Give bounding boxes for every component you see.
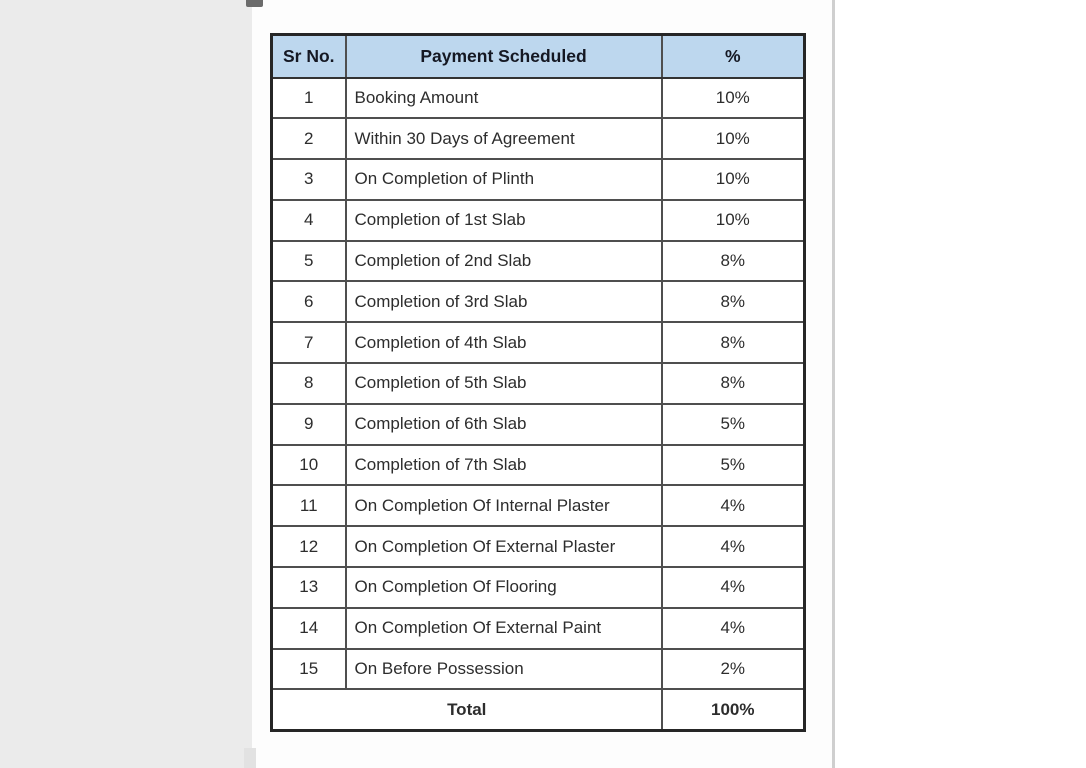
sr-no-cell: 10 (272, 445, 346, 486)
total-row (272, 689, 805, 730)
table-row (272, 649, 805, 690)
payment-desc-cell: Completion of 5th Slab (346, 363, 662, 404)
scan-artifact-bottom (244, 748, 256, 768)
percent-cell: 5% (662, 445, 805, 486)
payment-desc-cell: Completion of 2nd Slab (346, 241, 662, 282)
percent-cell: 8% (662, 363, 805, 404)
percent-cell: 10% (662, 159, 805, 200)
total-percent-cell: 100% (662, 689, 805, 730)
percent-cell: 8% (662, 322, 805, 363)
percent-cell: 4% (662, 526, 805, 567)
percent-cell: 2% (662, 649, 805, 690)
payment-schedule-table (270, 33, 806, 732)
table-row (272, 363, 805, 404)
payment-desc-cell: On Before Possession (346, 649, 662, 690)
table-row (272, 200, 805, 241)
percent-cell: 10% (662, 118, 805, 159)
table-row (272, 322, 805, 363)
table-row (272, 78, 805, 119)
header-percent: % (662, 35, 805, 78)
sr-no-cell: 2 (272, 118, 346, 159)
sr-no-cell: 13 (272, 567, 346, 608)
table-row (272, 567, 805, 608)
page-left-margin (0, 0, 252, 768)
payment-desc-cell: Completion of 1st Slab (346, 200, 662, 241)
percent-cell: 10% (662, 78, 805, 119)
payment-desc-cell: Completion of 6th Slab (346, 404, 662, 445)
table-row (272, 241, 805, 282)
sr-no-cell: 4 (272, 200, 346, 241)
payment-desc-cell: On Completion of Plinth (346, 159, 662, 200)
table-row (272, 485, 805, 526)
total-label-cell: Total (272, 689, 662, 730)
page-edge-line (832, 0, 835, 768)
sr-no-cell: 12 (272, 526, 346, 567)
payment-desc-cell: Completion of 4th Slab (346, 322, 662, 363)
scan-artifact-top (246, 0, 263, 7)
sr-no-cell: 3 (272, 159, 346, 200)
table-row (272, 281, 805, 322)
sr-no-cell: 8 (272, 363, 346, 404)
sr-no-cell: 14 (272, 608, 346, 649)
table-row (272, 608, 805, 649)
sr-no-cell: 6 (272, 281, 346, 322)
sr-no-cell: 7 (272, 322, 346, 363)
percent-cell: 8% (662, 241, 805, 282)
payment-desc-cell: On Completion Of Internal Plaster (346, 485, 662, 526)
sr-no-cell: 1 (272, 78, 346, 119)
payment-desc-cell: Completion of 7th Slab (346, 445, 662, 486)
header-payment-scheduled: Payment Scheduled (346, 35, 662, 78)
percent-cell: 4% (662, 567, 805, 608)
percent-cell: 8% (662, 281, 805, 322)
percent-cell: 10% (662, 200, 805, 241)
percent-cell: 4% (662, 485, 805, 526)
payment-desc-cell: On Completion Of External Paint (346, 608, 662, 649)
sr-no-cell: 15 (272, 649, 346, 690)
sr-no-cell: 11 (272, 485, 346, 526)
percent-cell: 5% (662, 404, 805, 445)
header-sr-no: Sr No. (272, 35, 346, 78)
table-row (272, 118, 805, 159)
table-row (272, 159, 805, 200)
table-row (272, 526, 805, 567)
payment-desc-cell: Within 30 Days of Agreement (346, 118, 662, 159)
sr-no-cell: 9 (272, 404, 346, 445)
percent-cell: 4% (662, 608, 805, 649)
payment-desc-cell: On Completion Of External Plaster (346, 526, 662, 567)
payment-desc-cell: Completion of 3rd Slab (346, 281, 662, 322)
header-row (272, 35, 805, 78)
table-row (272, 445, 805, 486)
payment-desc-cell: On Completion Of Flooring (346, 567, 662, 608)
payment-desc-cell: Booking Amount (346, 78, 662, 119)
sr-no-cell: 5 (272, 241, 346, 282)
table-row (272, 404, 805, 445)
